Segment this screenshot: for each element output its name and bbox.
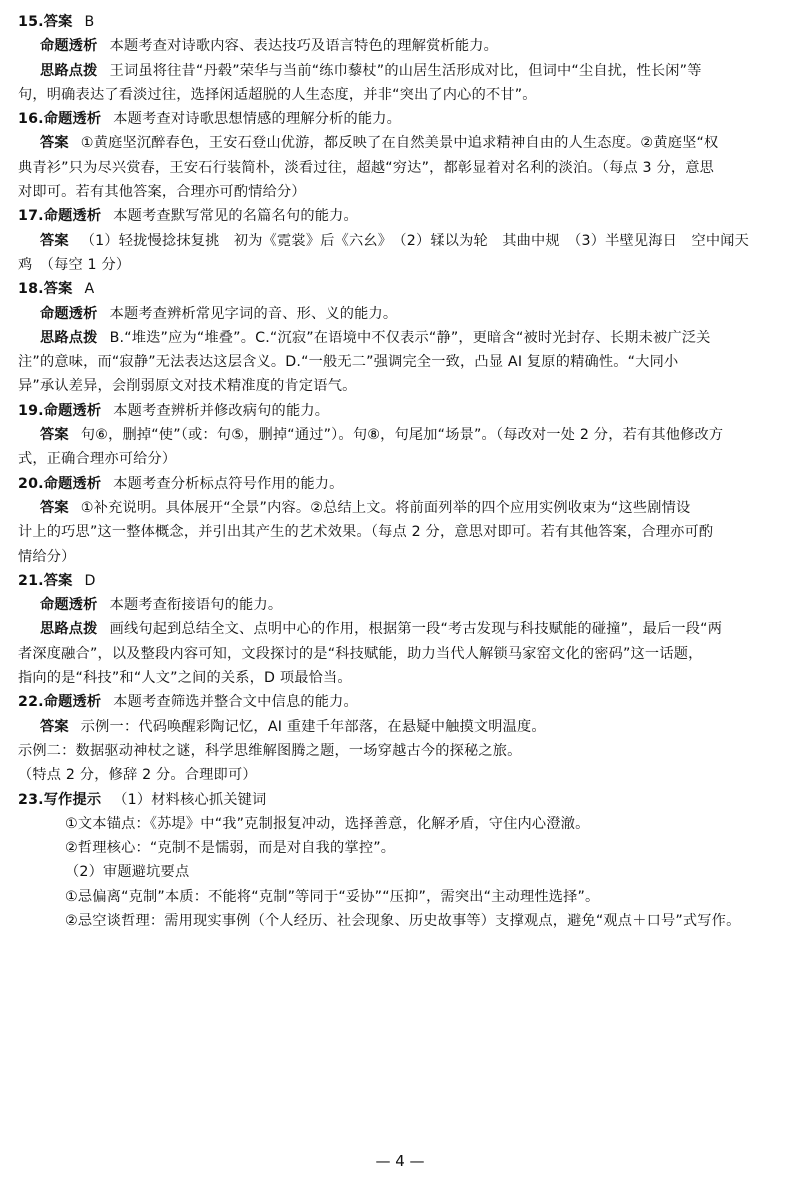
- line-text: 异”承认差异，会削弱原文对技术精准度的肯定语气。: [18, 378, 357, 395]
- question-number: 22.: [18, 694, 44, 711]
- text-line: [18, 131, 788, 155]
- text-line: [18, 350, 788, 374]
- section-label: 命题透析: [43, 208, 102, 225]
- text-line: [18, 836, 788, 860]
- line-text: （1）轻拢慢捻抹复挑 初为《霓裳》后《六幺》 （2）𫐓以为轮 其曲中规 （3）半壁见海日 空中闻天: [80, 232, 749, 249]
- text-line: [18, 204, 788, 228]
- question-number: 18.: [18, 281, 44, 298]
- section-label: 答案: [40, 718, 69, 735]
- line-text: ①忌偏离“克制”本质：不能将“克制”等同于“妥协”“压抑”，需突出“主动理性选择”。: [65, 888, 600, 905]
- line-text: ①黄庭坚沉醉春色，王安石登山优游，都反映了在自然美景中追求精神自由的人生态度。②黄庭坚“权: [80, 135, 719, 152]
- line-text: 示例一：代码唤醒彩陶记忆，AI 重建千年部落，在悬疑中触摸文明温度。: [80, 718, 546, 735]
- text-line: [18, 229, 788, 253]
- section-label: 思路点拨: [40, 62, 98, 79]
- section-label: 答案: [43, 572, 73, 589]
- section-label: 命题透析: [40, 38, 98, 55]
- line-text: ①文本锚点：《苏堤》中“我”克制报复冲动，选择善意，化解矛盾，守住内心澄澈。: [65, 815, 590, 832]
- line-text: 典青衫”只为尽兴赏春，王安石行装简朴，淡看过往，超越“穷达”，都彰显着对名利的淡泊。（每点 3 分，意思: [18, 159, 715, 176]
- question-number: 21.: [18, 572, 44, 589]
- section-label: 命题透析: [43, 111, 102, 128]
- line-text: 指向的是“科技”和“人文”之间的关系，D 项最恰当。: [18, 670, 352, 687]
- section-label: 思路点拨: [40, 329, 98, 346]
- line-text: 句，明确表达了看淡过往，选择闲适超脱的人生态度，并非“突出了内心的不甘”。: [18, 86, 537, 103]
- line-text: （1）材料核心抓关键词: [113, 791, 267, 808]
- line-text: ②哲理核心：“克制不是懦弱，而是对自我的掌控”。: [65, 840, 396, 857]
- line-text: 示例二：数据驱动神杖之谜，科学思维解图腾之题，一场穿越古今的探秘之旅。: [18, 742, 522, 759]
- text-line: [18, 909, 788, 933]
- text-line: [18, 107, 788, 131]
- text-line: [18, 253, 788, 277]
- text-line: [18, 715, 788, 739]
- line-text: （2）审题避坑要点: [65, 864, 190, 881]
- section-label: 答案: [40, 135, 69, 152]
- question-number: 23.: [18, 791, 44, 808]
- text-line: [18, 302, 788, 326]
- text-line: [18, 399, 788, 423]
- section-label: 答案: [43, 281, 73, 298]
- line-text: 本题考查分析标点符号作用的能力。: [113, 475, 344, 492]
- section-label: 答案: [40, 232, 69, 249]
- line-text: B: [84, 14, 95, 30]
- text-line: [18, 812, 788, 836]
- line-text: 画线句起到总结全文、点明中心的作用，根据第一段“考古发现与科技赋能的碰撞”，最后一段“两: [109, 621, 723, 638]
- text-line: [18, 642, 788, 666]
- line-text: 式，正确合理亦可给分）: [18, 451, 177, 468]
- text-line: [18, 617, 788, 641]
- line-text: 情给分）: [18, 548, 76, 565]
- section-label: 答案: [40, 499, 69, 516]
- question-number: 20.: [18, 475, 44, 492]
- line-text: 本题考查衔接语句的能力。: [109, 597, 283, 614]
- text-line: [18, 666, 788, 690]
- line-text: 王词虽将往昔“丹毂”荣华与当前“练巾藜杖”的山居生活形成对比，但词中“尘自扰，性长闲”等: [109, 62, 702, 79]
- text-line: [18, 10, 788, 34]
- text-line: [18, 34, 788, 58]
- text-line: [18, 83, 788, 107]
- text-line: [18, 860, 788, 884]
- text-line: [18, 472, 788, 496]
- text-line: [18, 593, 788, 617]
- section-label: 写作提示: [43, 791, 102, 808]
- line-text: 注”的意味，而“寂静”无法表达这层含义。D.“一般无二”强调完全一致，凸显 AI 复原的精确性。“大同小: [18, 354, 679, 371]
- section-label: 命题透析: [43, 694, 102, 711]
- text-line: [18, 447, 788, 471]
- text-line: [18, 788, 788, 812]
- question-number: 15.: [18, 14, 44, 30]
- line-text: ②忌空谈哲理：需用现实事例（个人经历、社会现象、历史故事等）支撑观点，避免“观点＋口号”式写作。: [65, 912, 741, 929]
- line-text: （特点 2 分，修辞 2 分。合理即可）: [18, 767, 257, 784]
- text-line: [18, 277, 788, 301]
- line-text: B.“堆迭”应为“堆叠”。C.“沉寂”在语境中不仅表示“静”，更暗含“被时光封存、长期未被广泛关: [109, 329, 711, 346]
- text-line: [18, 739, 788, 763]
- text-line: [18, 374, 788, 398]
- text-line: [18, 326, 788, 350]
- section-label: 命题透析: [40, 597, 98, 614]
- question-number: 17.: [18, 208, 44, 225]
- text-line: [18, 520, 788, 544]
- line-text: 本题考查筛选并整合文中信息的能力。: [113, 694, 358, 711]
- section-label: 答案: [40, 427, 69, 444]
- line-text: 鸡 （每空 1 分）: [18, 256, 131, 273]
- text-line: [18, 423, 788, 447]
- text-line: [18, 180, 788, 204]
- text-line: [18, 763, 788, 787]
- line-text: D: [84, 572, 96, 589]
- text-line: [18, 545, 788, 569]
- section-label: 命题透析: [43, 475, 102, 492]
- line-text: 对即可。若有其他答案，合理亦可酌情给分）: [18, 184, 306, 201]
- text-line: [18, 569, 788, 593]
- section-label: 命题透析: [40, 305, 98, 322]
- line-text: 本题考查辨析常见字词的音、形、义的能力。: [109, 305, 398, 322]
- question-number: 19.: [18, 402, 44, 419]
- line-text: 句⑥，删掉“使”（或：句⑤，删掉“通过”）。句⑧，句尾加“场景”。（每改对一处 2 分，若有其他修改方: [80, 427, 724, 444]
- text-line: [18, 59, 788, 83]
- line-text: A: [84, 281, 95, 298]
- text-line: [18, 156, 788, 180]
- line-text: 计上的巧思”这一整体概念，并引出其产生的艺术效果。（每点 2 分，意思对即可。若有其他答案，合理亦可酌: [18, 524, 714, 541]
- line-text: 本题考查默写常见的名篇名句的能力。: [113, 208, 358, 225]
- line-text: ①补充说明。具体展开“全景”内容。②总结上文。将前面列举的四个应用实例收束为“这些剧情设: [80, 499, 691, 516]
- text-line: [18, 496, 788, 520]
- line-text: 本题考查对诗歌内容、表达技巧及语言特色的理解赏析能力。: [109, 38, 499, 55]
- answer-sheet: [18, 10, 788, 933]
- text-line: [18, 690, 788, 714]
- line-text: 本题考查辨析并修改病句的能力。: [113, 402, 330, 419]
- page-number: — 4 —: [375, 1152, 425, 1170]
- question-number: 16.: [18, 111, 44, 128]
- section-label: 思路点拨: [40, 621, 98, 638]
- line-text: 本题考查对诗歌思想情感的理解分析的能力。: [113, 111, 402, 128]
- line-text: 者深度融合”，以及整段内容可知，文段探讨的是“科技赋能，助力当代人解锁马家窑文化的密码”这一话题，: [18, 645, 703, 662]
- section-label: 命题透析: [43, 402, 102, 419]
- text-line: [18, 885, 788, 909]
- section-label: 答案: [43, 14, 73, 30]
